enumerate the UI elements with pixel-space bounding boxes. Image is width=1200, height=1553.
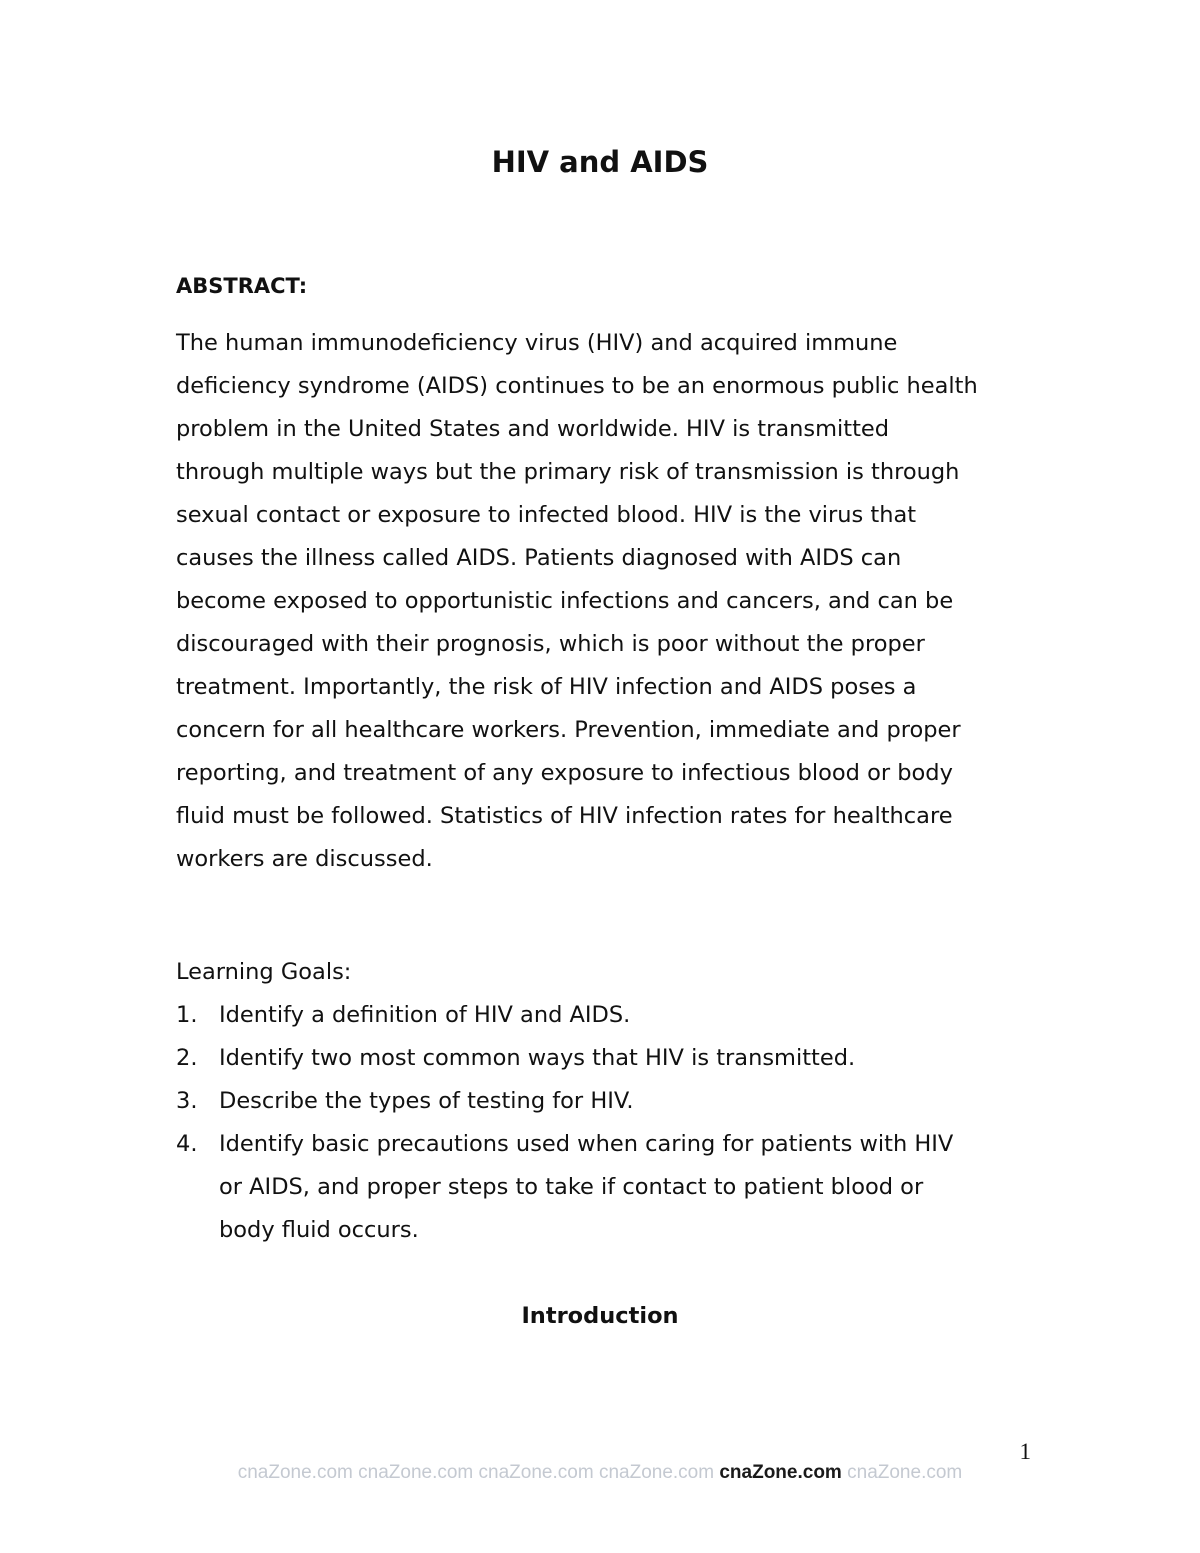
watermark-text-emphasis: cnaZone.com: [719, 1462, 842, 1483]
watermark-footer: [0, 1460, 1200, 1486]
document-title: HIV and AIDS: [491, 145, 709, 179]
abstract-line: treatment. Importantly, the risk of HIV infection and AIDS poses a: [176, 674, 917, 700]
abstract-line: fluid must be followed. Statistics of HIV infection rates for healthcare: [176, 803, 953, 829]
introduction-heading: Introduction: [521, 1303, 679, 1329]
learning-goal-line: Identify two most common ways that HIV is transmitted.: [219, 1045, 856, 1071]
learning-goal-line: body fluid occurs.: [219, 1217, 419, 1243]
abstract-line: The human immunodeficiency virus (HIV) and acquired immune: [176, 330, 898, 356]
abstract-line: concern for all healthcare workers. Prevention, immediate and proper: [176, 717, 961, 743]
learning-goal-item: [176, 1080, 1036, 1123]
abstract-line: become exposed to opportunistic infections and cancers, and can be: [176, 588, 954, 614]
learning-goal-number: 3.: [176, 1088, 198, 1114]
learning-goal-number: 2.: [176, 1045, 198, 1071]
abstract-line: discouraged with their prognosis, which is poor without the proper: [176, 631, 925, 657]
watermark-text: cnaZone.com: [358, 1462, 474, 1483]
abstract-paragraph: [176, 322, 1036, 881]
learning-goals-list: [176, 994, 1036, 1252]
page-number: 1: [1019, 1439, 1031, 1464]
watermark-text: cnaZone.com: [478, 1462, 594, 1483]
abstract-line: problem in the United States and worldwide. HIV is transmitted: [176, 416, 890, 442]
learning-goal-number: 1.: [176, 1002, 198, 1028]
learning-goal-item: [176, 1037, 1036, 1080]
learning-goal-item: [176, 994, 1036, 1037]
watermark-text: cnaZone.com: [237, 1462, 353, 1483]
learning-goals-heading: Learning Goals:: [176, 959, 352, 985]
learning-goal-number: 4.: [176, 1131, 198, 1157]
abstract-line: reporting, and treatment of any exposure to infectious blood or body: [176, 760, 953, 786]
learning-goal-item: [176, 1123, 1036, 1252]
watermark-text: cnaZone.com: [847, 1462, 963, 1483]
learning-goal-line: Describe the types of testing for HIV.: [219, 1088, 634, 1114]
learning-goal-line: Identify basic precautions used when caring for patients with HIV: [219, 1131, 954, 1157]
abstract-heading: ABSTRACT:: [176, 274, 308, 298]
abstract-line: sexual contact or exposure to infected blood. HIV is the virus that: [176, 502, 917, 528]
abstract-line: through multiple ways but the primary risk of transmission is through: [176, 459, 960, 485]
learning-goal-line: Identify a definition of HIV and AIDS.: [219, 1002, 631, 1028]
watermark-text: cnaZone.com: [598, 1462, 715, 1483]
abstract-line: causes the illness called AIDS. Patients diagnosed with AIDS can: [176, 545, 902, 571]
abstract-line: deficiency syndrome (AIDS) continues to be an enormous public health: [176, 373, 978, 399]
learning-goal-line: or AIDS, and proper steps to take if contact to patient blood or: [219, 1174, 924, 1200]
abstract-line: workers are discussed.: [176, 846, 433, 872]
